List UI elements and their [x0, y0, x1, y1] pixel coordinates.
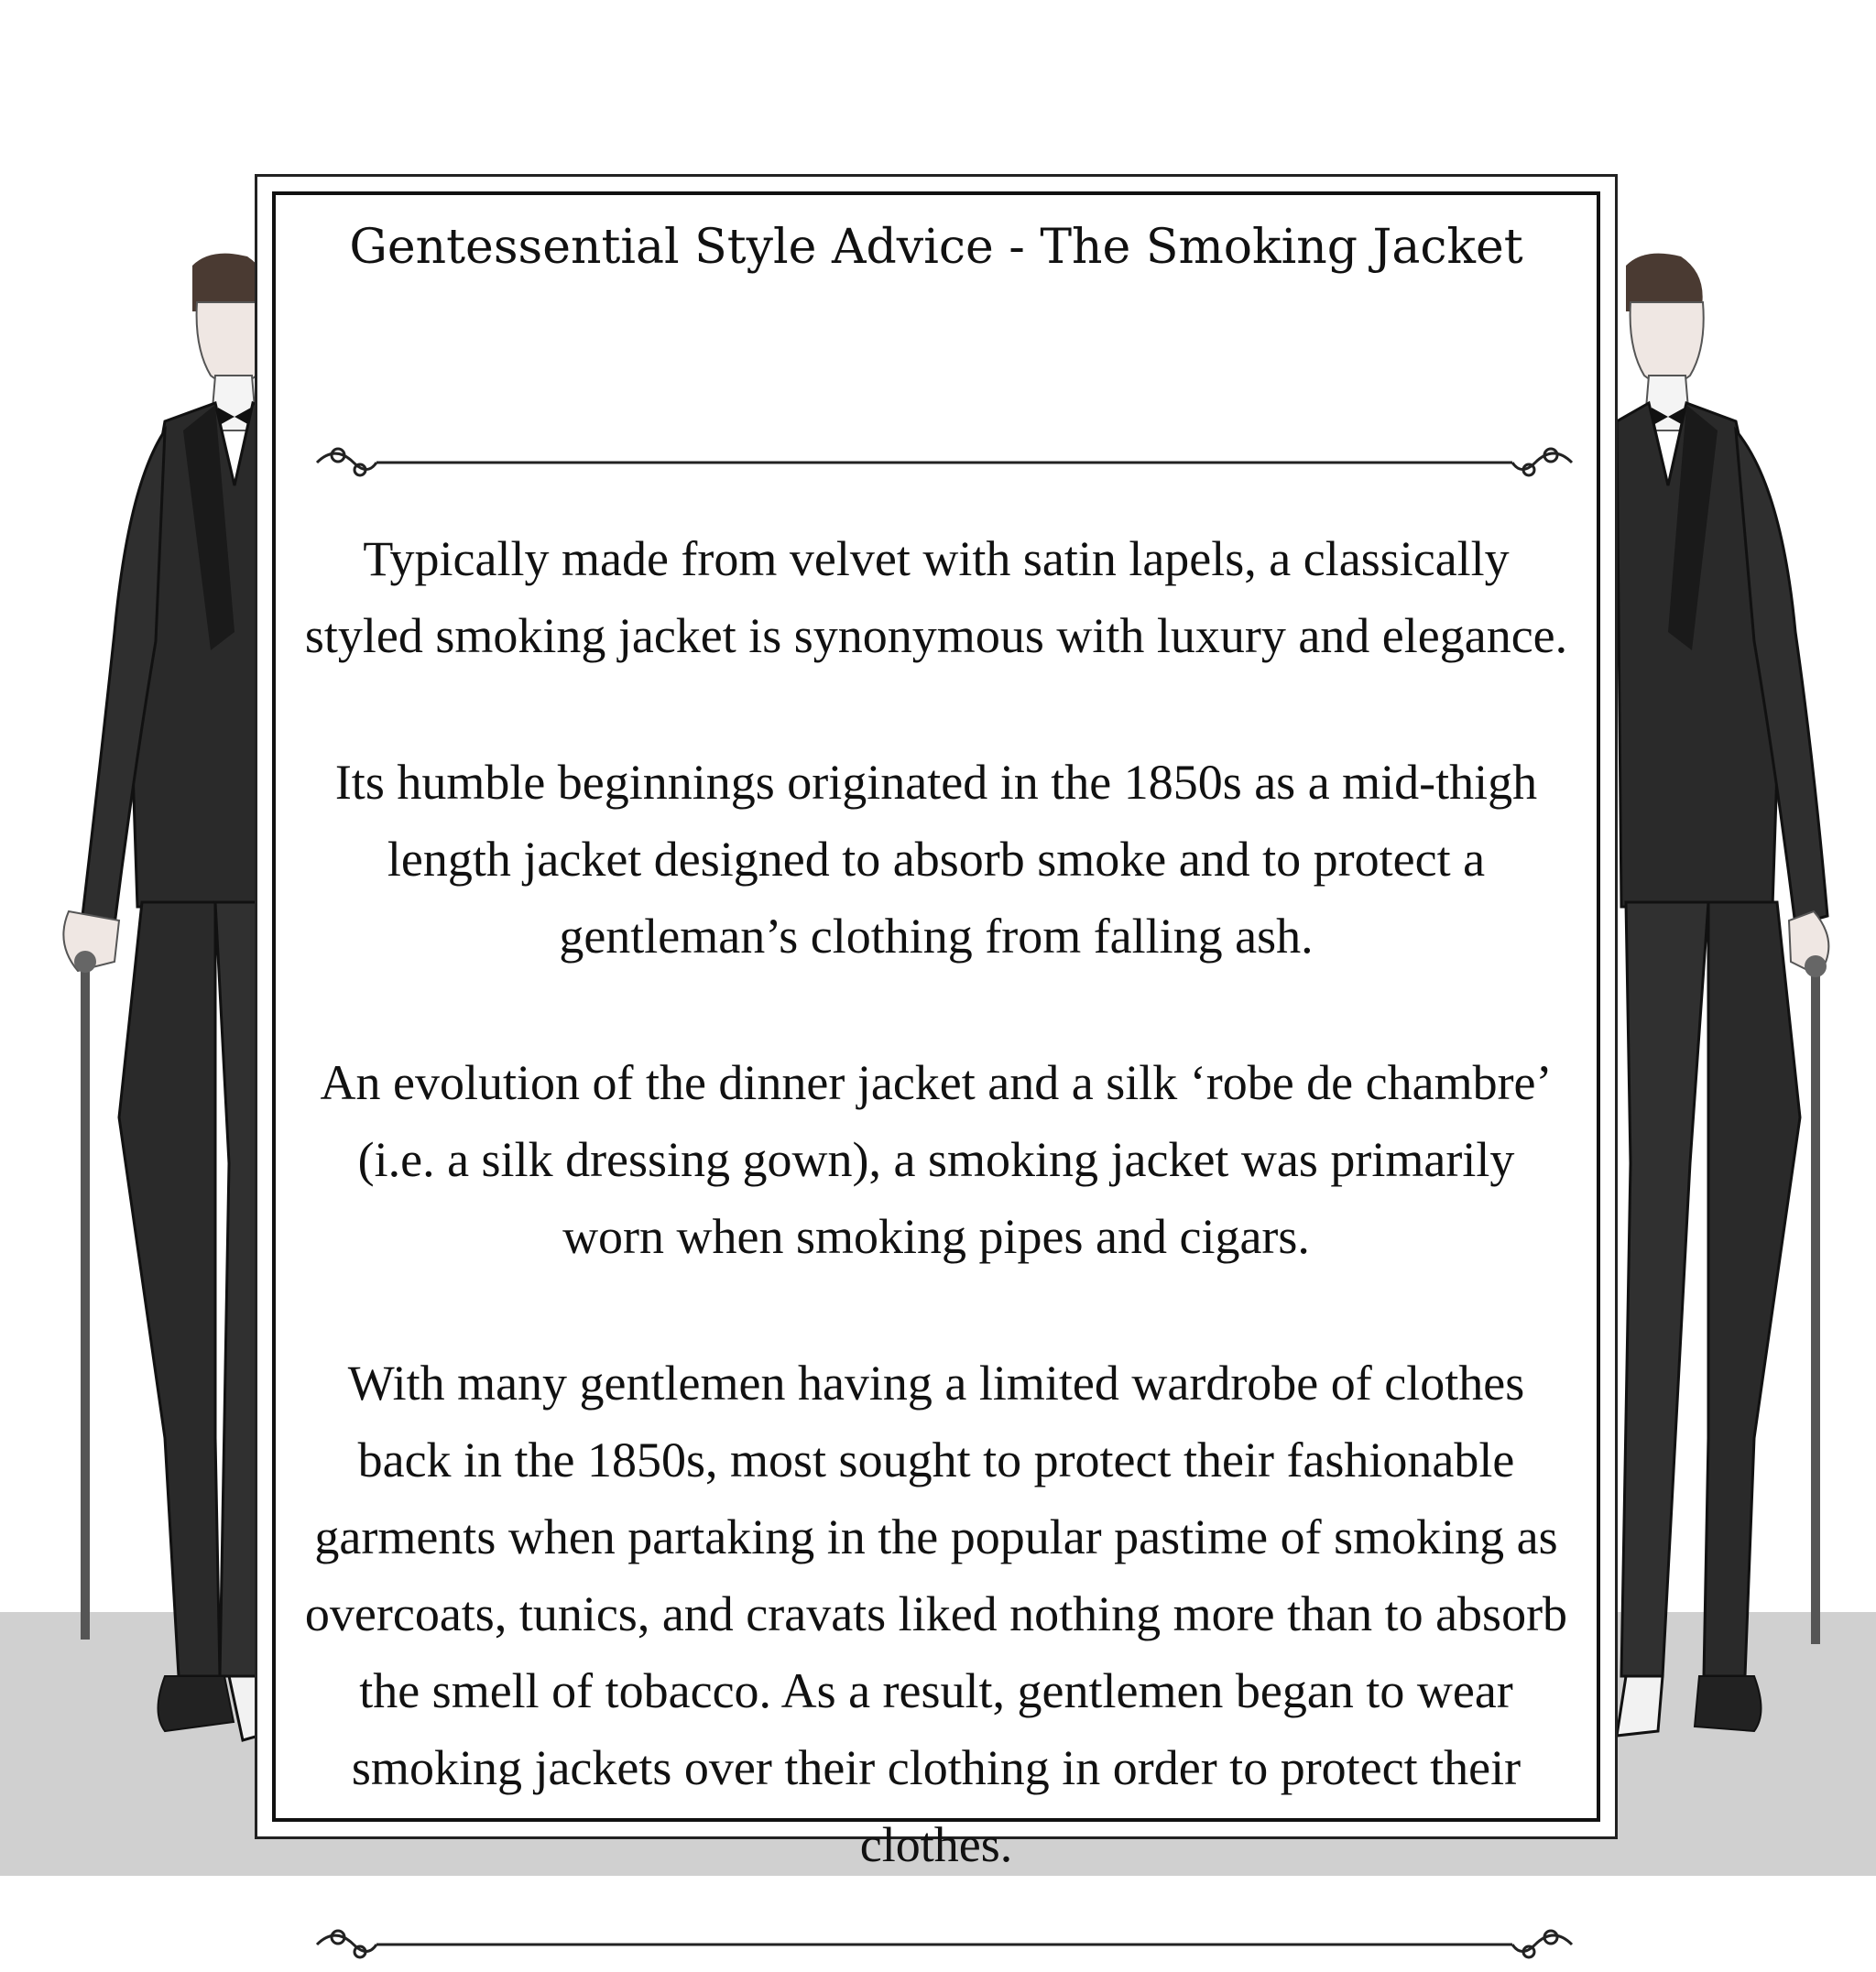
gentleman-illustration-right: [1608, 247, 1876, 1749]
article-body: [303, 520, 1569, 1883]
page-title: Gentessential Style Advice - The Smoking Jacket: [349, 220, 1523, 275]
paragraph-2: Its humble beginnings originated in the 1850s as a mid-thigh length jacket designed to absorb smoke and to protect a gentleman’s clothing from falling ash.: [334, 755, 1538, 964]
gentleman-figure-right: [1617, 254, 1828, 1736]
card-inner-border: [272, 191, 1600, 1872]
paragraph-3: An evolution of the dinner jacket and a silk ‘robe de chambre’ (i.e. a silk dressing gown), a smoking jacket was primarily worn when smoking pipes and cigars.: [320, 1055, 1553, 1264]
paragraph-1: Typically made from velvet with satin lapels, a classically styled smoking jacket is synonymous with luxury and elegance.: [304, 531, 1568, 663]
ornamental-divider-bottom: [312, 1917, 1576, 1972]
advice-card: [255, 174, 1618, 1872]
ornamental-divider-top: [312, 435, 1576, 490]
paragraph-4: With many gentlemen having a limited wardrobe of clothes back in the 1850s, most sought to protect their fashionable garments when partaking in the popular pastime of smoking as overcoats, tunics, and cravats liked nothing more than to absorb the smell of tobacco. As a result, gentlemen began to wear smoking jackets over their clothing in order to protect their clothes.: [304, 1356, 1568, 1872]
